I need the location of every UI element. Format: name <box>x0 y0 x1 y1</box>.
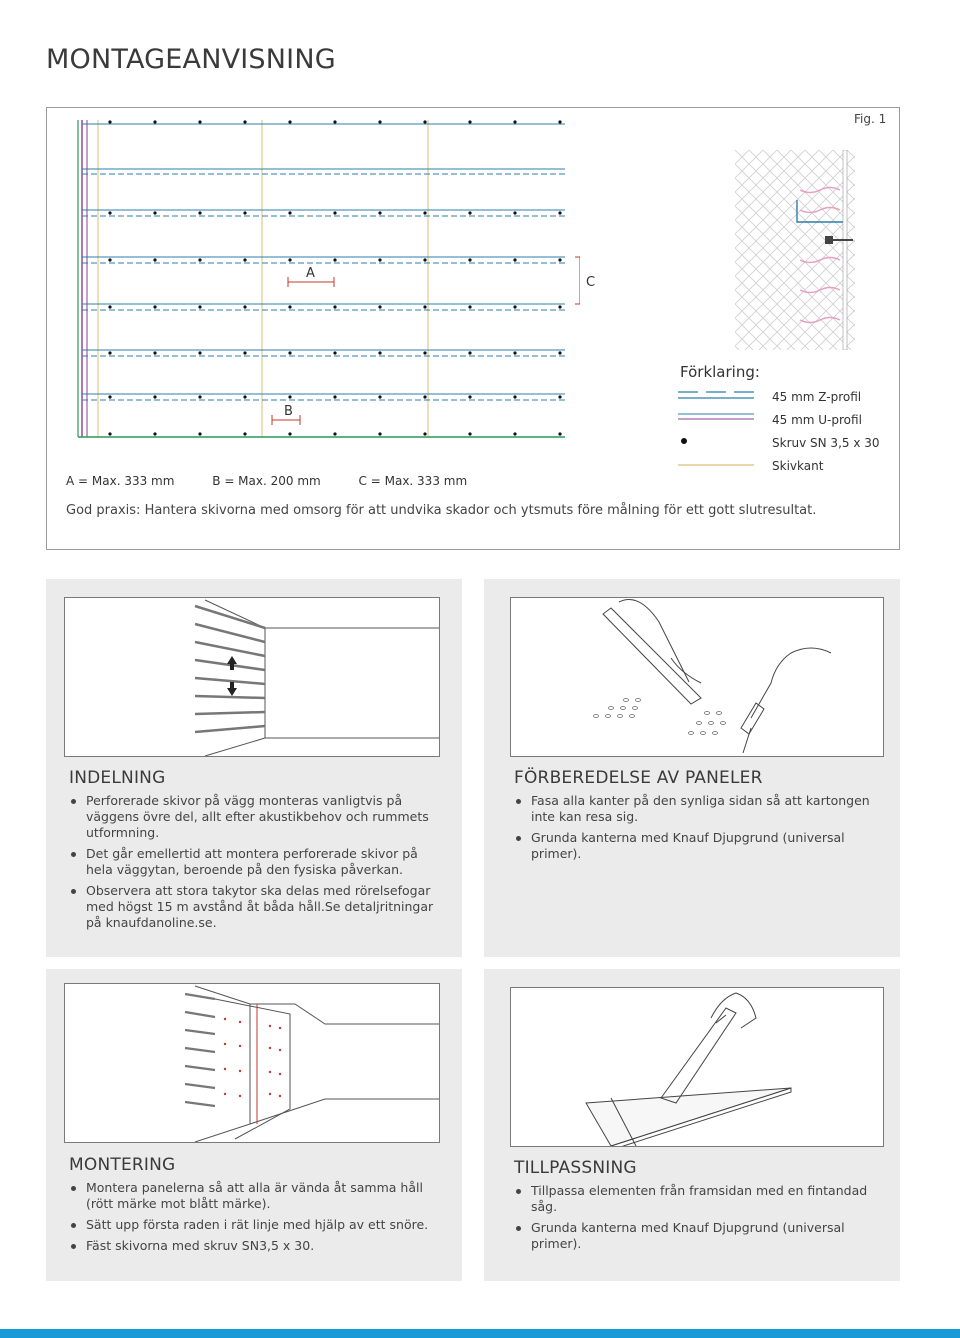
forberedelse-list <box>514 793 878 867</box>
indelning-illustration <box>64 597 440 757</box>
heading-indelning: INDELNING <box>69 768 166 788</box>
heading-tillpassning: TILLPASSNING <box>514 1158 637 1178</box>
heading-forberedelse: FÖRBEREDELSE AV PANELER <box>514 768 763 788</box>
dimension-c: C = Max. 333 mm <box>358 474 468 488</box>
dimension-a: A = Max. 333 mm <box>66 474 175 488</box>
page-title: MONTAGEANVISNING <box>46 44 336 75</box>
bottom-accent-bar <box>0 1329 960 1338</box>
list-item: Montera panelerna så att alla är vända åt samma håll (rött märke mot blått märke). <box>69 1180 439 1212</box>
list-item: Grunda kanterna med Knauf Djupgrund (universal primer). <box>514 1220 878 1252</box>
list-item: Fasa alla kanter på den synliga sidan så att kartongen inte kan resa sig. <box>514 793 878 825</box>
profile-cross-section-detail <box>735 150 855 350</box>
list-item: Sätt upp första raden i rät linje med hjälp av ett snöre. <box>69 1217 439 1233</box>
panel-tillpassning <box>484 969 900 1281</box>
panel-montering <box>46 969 462 1281</box>
heading-montering: MONTERING <box>69 1155 176 1175</box>
legend-swatches <box>676 388 760 470</box>
dimension-a-label: A <box>306 266 315 281</box>
dimension-c-label: C <box>586 275 596 290</box>
legend-skivkant: Skivkant <box>772 459 824 473</box>
list-item: Tillpassa elementen från framsidan med en fintandad såg. <box>514 1183 878 1215</box>
list-item: Det går emellertid att montera perforerade skivor på hela väggytan, beroende på den fysiska påverkan. <box>69 846 439 878</box>
dimension-b-label: B <box>284 404 293 419</box>
legend-u-profil: 45 mm U-profil <box>772 413 862 427</box>
legend-z-profil: 45 mm Z-profil <box>772 390 862 404</box>
list-item: Observera att stora takytor ska delas med rörelsefogar med högst 15 m avstånd åt båda håll.Se detaljritningar på knaufdanoline.se. <box>69 883 439 931</box>
list-item: Grunda kanterna med Knauf Djupgrund (universal primer). <box>514 830 878 862</box>
list-item: Perforerade skivor på vägg monteras vanligtvis på väggens övre del, allt efter akustikbehov och rummets utformning. <box>69 793 439 841</box>
legend-title: Förklaring: <box>680 363 760 381</box>
list-item: Fäst skivorna med skruv SN3,5 x 30. <box>69 1238 439 1254</box>
montering-illustration <box>64 983 440 1143</box>
figure-label: Fig. 1 <box>854 112 887 126</box>
legend-skruv: Skruv SN 3,5 x 30 <box>772 436 880 450</box>
tillpassning-list <box>514 1183 878 1257</box>
indelning-list <box>69 793 439 936</box>
dimension-list <box>66 474 501 488</box>
tillpassning-illustration <box>510 987 884 1147</box>
panel-forberedelse <box>484 579 900 957</box>
panel-indelning <box>46 579 462 957</box>
wall-grid-diagram <box>60 112 580 447</box>
dimension-b: B = Max. 200 mm <box>212 474 321 488</box>
good-practice-note: God praxis: Hantera skivorna med omsorg för att undvika skador och ytsmuts före målning för ett gott slutresultat. <box>66 503 817 518</box>
forberedelse-illustration <box>510 597 884 757</box>
montering-list <box>69 1180 439 1259</box>
